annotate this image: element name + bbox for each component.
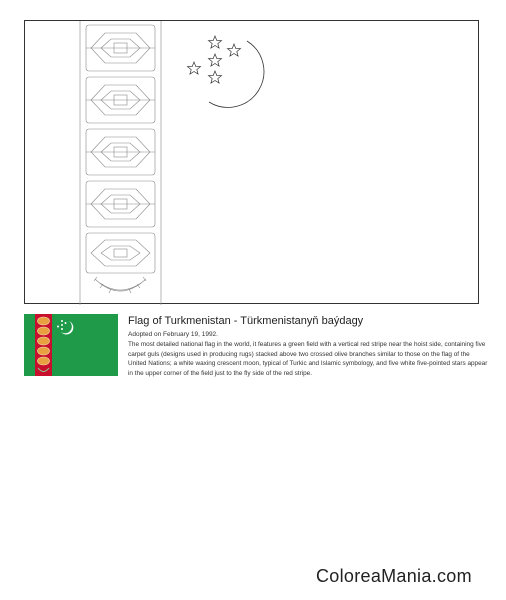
flag-thumbnail-drawing xyxy=(24,314,118,376)
star-5 xyxy=(209,71,222,83)
flag-outline-drawing xyxy=(25,21,480,305)
coloring-flag-outline xyxy=(24,20,479,304)
carpet-gul-5 xyxy=(86,233,155,273)
carpet-guls xyxy=(86,25,155,293)
star-3 xyxy=(209,54,222,66)
flag-info xyxy=(128,314,488,378)
flag-thumbnail xyxy=(24,314,118,376)
carpet-gul-2 xyxy=(86,77,155,123)
star-2 xyxy=(228,44,241,56)
star-4 xyxy=(188,62,201,74)
star-1 xyxy=(209,36,222,48)
crescent-moon-outline xyxy=(209,41,264,107)
carpet-gul-4 xyxy=(86,181,155,227)
carpet-gul-1 xyxy=(86,25,155,71)
adoption-date: Adopted on February 19, 1992. xyxy=(128,331,218,338)
carpet-gul-3 xyxy=(86,129,155,175)
olive-branches xyxy=(94,277,146,293)
stars-outline xyxy=(188,36,241,83)
flag-description: The most detailed national flag in the world, it features a green field with a vertical red stripe near the hoist side, containing five carpet guls (designs used in producing rugs) stacked above two crossed olive branches similar to those on the flag of the United Nations; a white waxing crescent moon, typical of Turkic and Islamic symbology, and five white five-pointed stars appear in the upper corner of the field just to the fly side of the red stripe. xyxy=(128,341,488,377)
flag-title: Flag of Turkmenistan - Türkmenistanyň baýdagy xyxy=(128,315,364,327)
site-logo: ColoreaMania.com xyxy=(316,566,472,586)
